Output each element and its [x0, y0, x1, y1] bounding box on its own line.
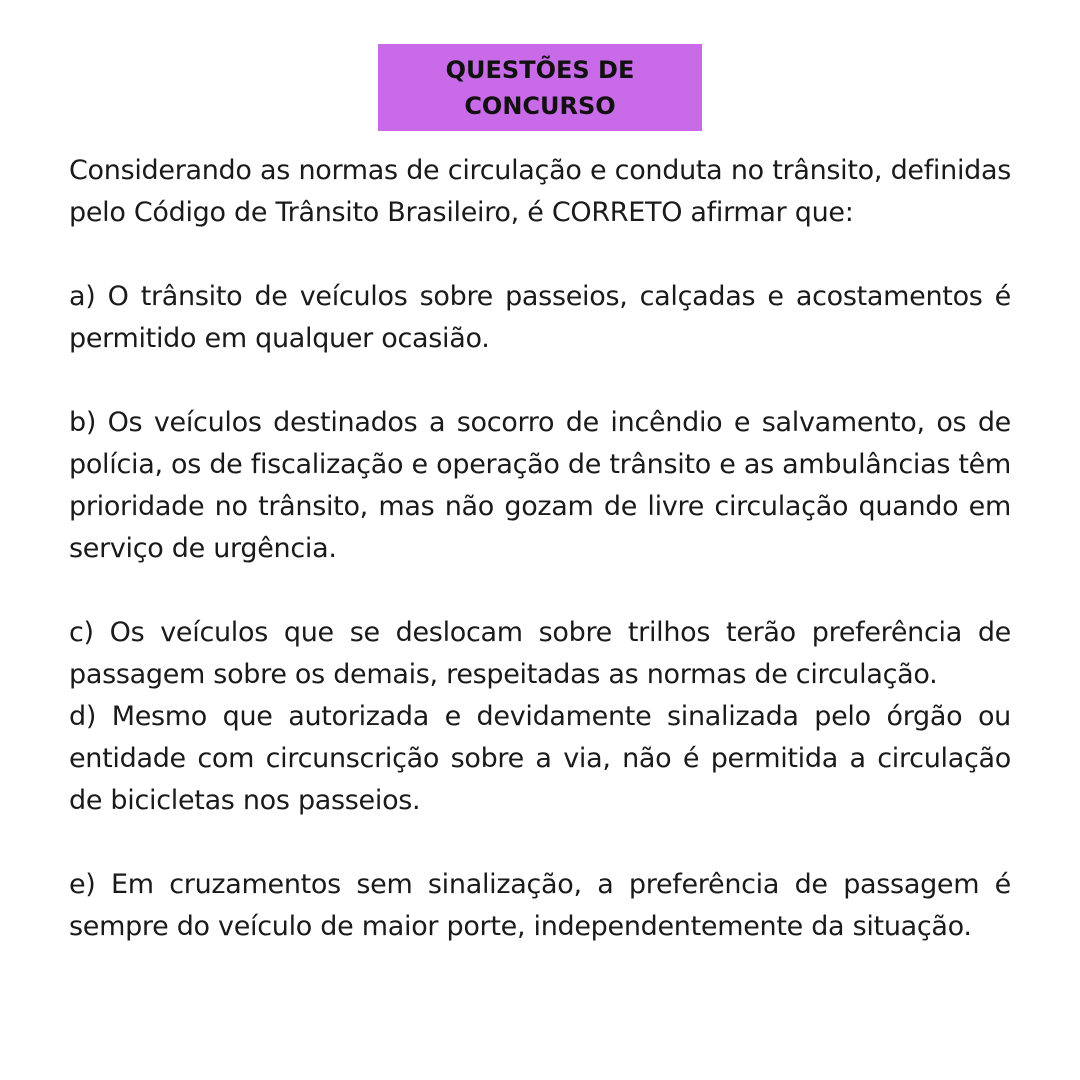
spacer — [69, 234, 1011, 276]
title-line-1: QUESTÕES DE — [445, 55, 635, 84]
option-d: d) Mesmo que autorizada e devidamente sinalizada pelo órgão ou entidade com circunscrição sobre a via, não é permitida a circulação de bicicletas nos passeios. — [69, 701, 1011, 816]
option-c: c) Os veículos que se deslocam sobre trilhos terão preferência de passagem sobre os demais, respeitadas as normas de circulação. — [69, 617, 1011, 690]
spacer — [69, 360, 1011, 402]
title-banner — [378, 44, 702, 131]
question-body — [69, 150, 1011, 948]
question-statement: Considerando as normas de circulação e conduta no trânsito, definidas pelo Código de Trânsito Brasileiro, é CORRETO afirmar que: — [69, 155, 1011, 228]
title-line-2: CONCURSO — [464, 91, 616, 120]
option-b: b) Os veículos destinados a socorro de incêndio e salvamento, os de polícia, os de fiscalização e operação de trânsito e as ambulâncias têm prioridade no trânsito, mas não gozam de livre circulação quando em serviço de urgência. — [69, 407, 1011, 564]
option-a: a) O trânsito de veículos sobre passeios, calçadas e acostamentos é permitido em qualquer ocasião. — [69, 281, 1011, 354]
option-e: e) Em cruzamentos sem sinalização, a preferência de passagem é sempre do veículo de maior porte, independentemente da situação. — [69, 869, 1011, 942]
spacer — [69, 822, 1011, 864]
spacer — [69, 570, 1011, 612]
